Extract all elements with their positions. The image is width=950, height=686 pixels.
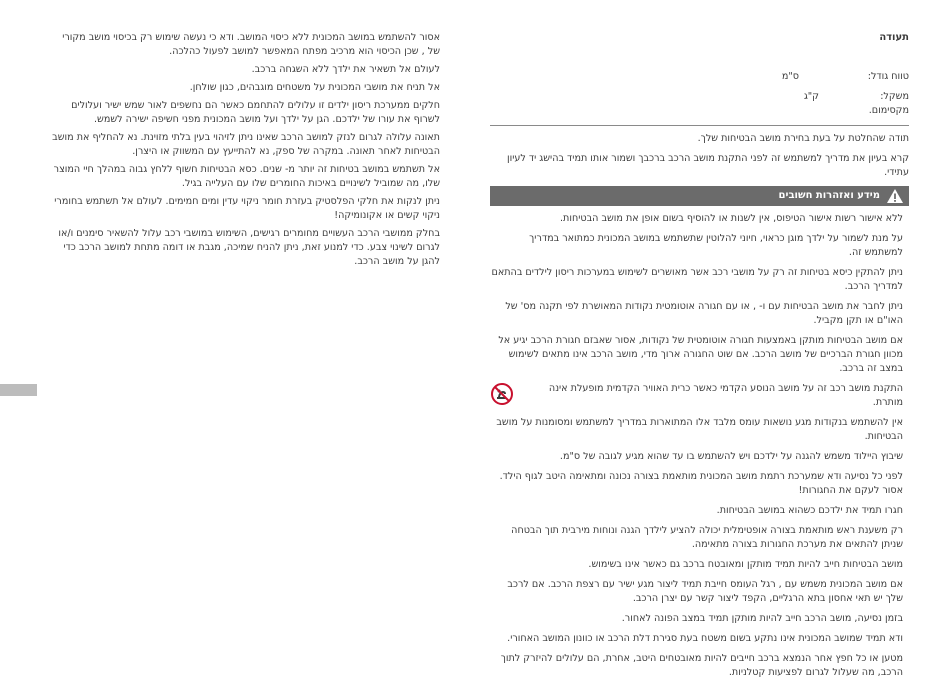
- airbag-warning: [490, 382, 903, 416]
- warning-triangle-icon: [886, 188, 904, 204]
- left-paragraph: אל תשתמש במושב בטיחות זה יותר מ- שנים. כסא הבטיחות חשוף ללחץ גבוה במהלך חיי המוצר שלו, מה שמוביל לשינויים באיכות החומרים שלו עם העלייה בגיל.: [53, 164, 440, 189]
- spec-label: משקל: מקסימום.: [868, 91, 909, 116]
- intro-paragraph: קרא בעיון את מדריך למשתמש זה לפני התקנת מושב הרכב ברכבך ושמור אותו תמיד בהישג יד לעיון עתידי.: [506, 153, 909, 178]
- warning-item: ניתן להתקין כיסא בטיחות זה רק על מושבי רכב אשר מאושרים לשימוש במערכות ריסון לילדים בהתאם למדריך הרכב.: [491, 267, 903, 292]
- page-edge-tab: [0, 384, 37, 396]
- warning-item: שיבוץ היילוד משמש להגנה על ילדכם ויש להשתמש בו עד שהוא מגיע לגובה של ס"מ.: [559, 451, 903, 462]
- warnings-list: [490, 212, 909, 680]
- left-paragraph: ניתן לנקות את חלקי הפלסטיק בעזרת חומר ניקוי עדין ומים חמימים. לעולם אל תשתמש בחומרי ניקוי קשים או אקונומיקה!: [54, 196, 440, 221]
- spec-max-weight: [490, 90, 909, 118]
- spec-label: טווח גודל:: [867, 71, 909, 82]
- intro-paragraph: תודה שהחלטת על בעת בחירת מושב הבטיחות שלך.: [697, 133, 909, 144]
- right-column: [490, 31, 909, 686]
- section-divider: [490, 125, 909, 126]
- warnings-title: מידע ואזהרות חשובים: [778, 190, 880, 201]
- warning-item: ודא תמיד שמושב המכונית אינו נתקע בשום משטח בעת סגירת דלת הרכב או כוונון המושב האחורי.: [507, 633, 903, 644]
- warning-item: אם מושב המכונית משמש עם , רגל העומס חייבת תמיד ליצור מגע ישיר עם רצפת הרכב. אם לרכב שלך יש תאי אחסון בתא הרגליים, הקפד ליצור קשר עם יצרן הרכב.: [507, 579, 903, 604]
- left-paragraph: תאונה עלולה לגרום לנזק למושב הרכב שאינו ניתן לזיהוי בעין בלתי מזוינת. נא להחליף את מושב הבטיחות לאחר תאונה. במקרה של ספק, נא להתייעץ עם המשווק או היצרן.: [52, 132, 440, 157]
- certificate-title: תעודה: [879, 32, 909, 43]
- left-column: [47, 31, 440, 273]
- airbag-warning-text: התקנת מושב רכב זה על מושב הנוסע הקדמי כאשר כרית האוויר הקדמית מופעלת אינה מותרת.: [548, 383, 903, 408]
- warning-item: לפני כל נסיעה ודא שמערכת רתמת מושב המכונית מותאמת בצורה נכונה ומתאימה היטב לגוף הילד. אסור לעקם את החגורות!: [499, 471, 903, 496]
- warning-item: אם מושב הבטיחות מותקן באמצעות חגורה אוטומטית של נקודות, אסור שאבזם חגורת הרכב יגיע אל מכוון חגורת הברכיים של מושב הרכב. אם שוט החגורה ארוך מדי, מושב הרכב אינו מתאים לשימוש במצב זה ברכב.: [498, 335, 903, 374]
- warning-item: בזמן נסיעה, מושב הרכב חייב להיות מותקן תמיד במצב הפונה לאחור.: [621, 613, 903, 624]
- spec-unit: ק"ג: [803, 91, 819, 102]
- warning-item: רק משענת ראש מותאמת בצורה אופטימלית יכולה להציע לילדך הגנה ונוחות מירבית תוך הבטחה שניתן להתאים את מערכת החגורות בצורה מתאימה.: [511, 525, 903, 550]
- left-paragraph: לעולם אל תשאיר את ילדך ללא השגחה ברכב.: [251, 64, 440, 75]
- left-paragraph: אל תניח את מושבי המכונית על משטחים מוגבהים, כגון שולחן.: [189, 82, 440, 93]
- left-paragraph: בחלק ממושבי הרכב העשויים מחומרים רגישים, השימוש במושבי רכב עלול להשאיר סימנים ו/או לגרום לשינוי צבע. כדי למנוע זאת, ניתן להניח שמיכה, מגבת או דומה מתחת למושב הרכב כדי להגן על מושב הרכב.: [58, 228, 440, 267]
- warning-item: על מנת לשמור על ילדך מוגן כראוי, חיוני להלוטין שתשתמש במושב המכונית כמתואר במדריך למשתמש זה.: [529, 233, 903, 258]
- warning-item: אין להשתמש בנקודות מגע נושאות עומס מלבד אלו המתוארות במדריך למשתמש ומסומנות על מושב הבטיחות.: [496, 417, 903, 442]
- warnings-banner: [490, 186, 909, 206]
- no-airbag-icon: [490, 382, 514, 406]
- warning-item: ניתן לחבר את מושב הבטיחות עם ו- , או עם חגורה אוטומטית נקודות המאושרת לפי תקנה מס' של האו"ם או תקן מקביל.: [505, 301, 903, 326]
- warning-item: חגרו תמיד את ילדכם כשהוא במושב הבטיחות.: [716, 505, 903, 516]
- spec-unit: ס"מ: [781, 71, 799, 82]
- left-paragraph: חלקים ממערכת ריסון ילדים זו עלולים להתחמם כאשר הם נחשפים לאור שמש ישיר ועלולים לשרוף את עורו של ילדכם. הגן על ילדך ועל מושב המכונית מפני חשיפה ישירה לשמש.: [71, 100, 440, 125]
- left-paragraph: אסור להשתמש במושב המכונית ללא כיסוי המושב. ודא כי נעשה שימוש רק בכיסוי מושב מקורי של , שכן הכיסוי הוא מרכיב מפתח המאפשר למושב לפעול כהלכה.: [62, 32, 440, 57]
- warning-item: מושב הבטיחות חייב להיות תמיד מותקן ומאובטח ברכב גם כאשר אינו בשימוש.: [588, 559, 903, 570]
- warning-item: ללא אישור רשות אישור הטיפוס, אין לשנות או להוסיף בשום אופן את מושב הבטיחות.: [560, 213, 903, 224]
- spec-size-range: [490, 70, 909, 84]
- warning-item: מטען או כל חפץ אחר הנמצא ברכב חייבים להיות מאובטחים היטב, אחרת, הם עלולים להיזרק לתוך הרכב, מה שעלול לגרום לפציעות קטלניות.: [500, 653, 903, 678]
